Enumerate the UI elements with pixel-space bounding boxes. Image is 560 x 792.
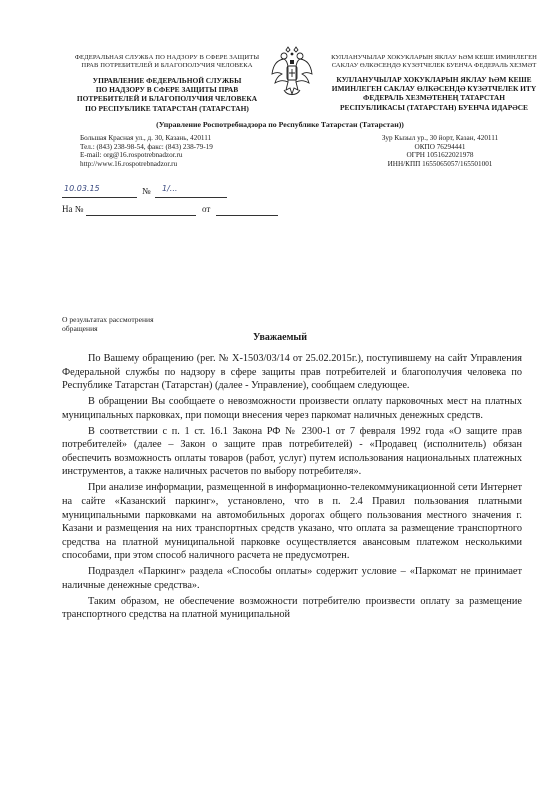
office-short-name: (Управление Роспотребнадзора по Республике Татарстан (Татарстан)) bbox=[156, 120, 404, 129]
greeting: Уважаемый bbox=[253, 332, 307, 343]
handwritten-date: 10.03.15 bbox=[64, 184, 100, 193]
number-underline bbox=[155, 197, 227, 198]
paragraph: Подраздел «Паркинг» раздела «Способы оплаты» содержит условие – «Паркомат не принимает наличные денежные средства». bbox=[62, 566, 522, 591]
ref-date-underline bbox=[216, 215, 278, 216]
letter-subject: О результатах рассмотрения обращения bbox=[62, 315, 154, 334]
handwritten-number: 1/... bbox=[162, 184, 178, 193]
incoming-reference-line bbox=[62, 204, 282, 218]
paragraph: По Вашему обращению (рег. № Х-1503/03/14 от 25.02.2015г.), поступившему на сайт Управления Федеральной службы по надзору в сфере защиты прав потребителей и благополучия человека по Республике Татарстан (Татарстан) (далее - Управление), сообщаем следующее. bbox=[62, 353, 522, 392]
coat-of-arms-emblem bbox=[270, 46, 314, 100]
ref-number-underline bbox=[86, 215, 196, 216]
agency-name-bold: УПРАВЛЕНИЕ ФЕДЕРАЛЬНОЙ СЛУЖБЫ ПО НАДЗОРУ В СФЕРЕ ЗАЩИТЫ ПРАВ ПОТРЕБИТЕЛЕЙ И БЛАГОПОЛУЧИЯ ЧЕЛОВЕКА ПО РЕСПУБЛИКЕ ТАТАРСТАН (ТАТАРСТАН) bbox=[76, 76, 258, 113]
address-registry-codes: Зур Кызыл ур., 30 йорт, Казан, 420111 ОКПО 76294441 ОГРН 1051622021978 ИНН/КПП 1655065057/165501001 bbox=[381, 134, 499, 168]
agency-name-tatar-small: КУЛЛАНУЧЫЛАР ХОКУКЛАРЫН ЯКЛАУ ҺӘМ КЕШЕ ИМИНЛЕГЕН САКЛАУ ӨЛКӘСЕНДӘ КҮЗӘТЧЕЛЕК БУЕНЧА ФЕДЕРАЛЬ ХЕЗМӘТ bbox=[331, 54, 537, 69]
address-contacts: Большая Красная ул., д. 30, Казань, 420111 Тел.: (843) 238-98-54, факс: (843) 238-79-19 E-mail: org@16.rospotrebnadzor.ru http://www.16.rospotrebnadzor.ru bbox=[80, 134, 213, 168]
agency-name-small: ФЕДЕРАЛЬНАЯ СЛУЖБА ПО НАДЗОРУ В СФЕРЕ ЗАЩИТЫ ПРАВ ПОТРЕБИТЕЛЕЙ И БЛАГОПОЛУЧИЯ ЧЕЛОВЕКА bbox=[74, 54, 260, 69]
agency-name-tatar-bold: КУЛЛАНУЧЫЛАР ХОКУКЛАРЫН ЯКЛАУ ҺӘМ КЕШЕ ИМИНЛЕГЕН САКЛАУ ӨЛКӘСЕНДӘ КҮЗӘТЧЕЛЕК ИТҮ ФЕДЕРАЛЬ ХЕЗМӘТЕНЕҢ ТАТАРСТАН РЕСПУБЛИКАСЫ (ТАТАРСТАН) БУЕНЧА ИДАРӘСЕ bbox=[331, 75, 537, 112]
from-label: от bbox=[202, 204, 211, 214]
date-underline bbox=[62, 197, 137, 198]
outgoing-registration-line bbox=[62, 186, 272, 200]
paragraph: В обращении Вы сообщаете о невозможности произвести оплату парковочных мест на платных муниципальных парковках, при помощи внесения через паркомат наличных денежных средств. bbox=[62, 396, 522, 421]
on-number-label: На № bbox=[62, 204, 84, 214]
paragraph: Таким образом, не обеспечение возможности потребителю произвести оплату за размещение транспортного средства на платной муниципальной bbox=[62, 595, 522, 621]
paragraph: В соответствии с п. 1 ст. 16.1 Закона РФ № 2300-1 от 7 февраля 1992 года «О защите прав потребителей» (далее – Закон о защите прав потребителей) - «Продавец (исполнитель) обязан обеспечить возможность оплаты товаров (работ, услуг) путем использования национальных платежных инструментов, а также наличных расчетов по выбору потребителя». bbox=[62, 425, 522, 478]
letterhead-right bbox=[318, 54, 550, 112]
letter-body bbox=[62, 352, 522, 624]
number-sign: № bbox=[142, 186, 151, 196]
paragraph: При анализе информации, размещенной в информационно-телекоммуникационной сети Интернет на сайте «Казанский паркинг», установлено, что в п. 2.4 Правил пользования платными муниципальными парковками на автомобильных дорогах общего пользования местного значения г. Казани и размещения на них транспортных средств указано, что оплата за размещение транспортного средства на платной муниципальной парковке осуществляется авансовым платежом несколькими способами, при этом способ наличного расчета не предусмотрен. bbox=[62, 482, 522, 562]
letterhead-left bbox=[62, 54, 272, 113]
